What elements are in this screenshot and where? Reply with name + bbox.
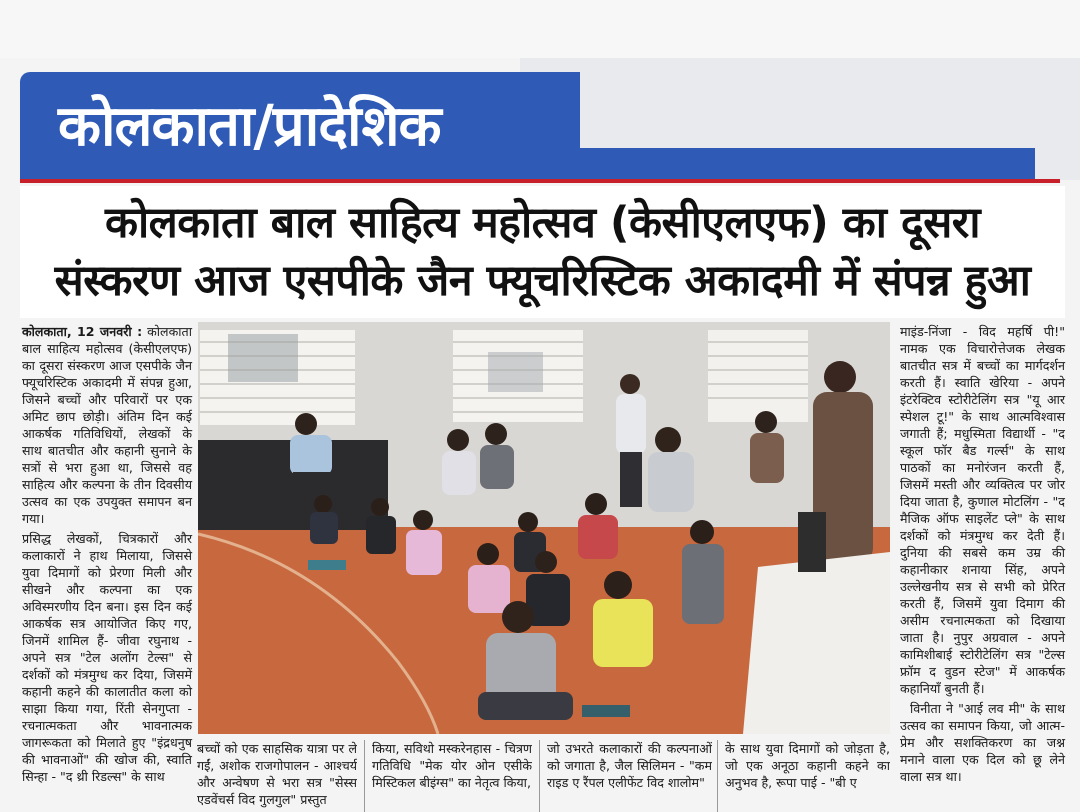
column-divider — [364, 740, 365, 812]
article-column-bottom-2 — [372, 740, 532, 812]
article-paragraph: जो उभरते कलाकारों की कल्पनाओं को जगाता है, जैल सिलिमन - "कम राइड ए रैंपल एलीफेंट विद शालोम" — [547, 741, 712, 790]
article-paragraph: किया, सविथो मस्करेनहास - चित्रण गतिविधि "मेक योर ओन एसीके मिस्टिकल बीइंग्स" का नेतृत्व किया, — [372, 741, 532, 790]
article-column-bottom-3 — [547, 740, 712, 812]
article-paragraph: के साथ युवा दिमागों को जोड़ता है, जो एक अनूठा कहानी कहने का अनुभव है, रूपा पाई - "बी ए — [725, 741, 890, 790]
article-paragraph: कोलकाता बाल साहित्य महोत्सव (केसीएलएफ) का दूसरा संस्करण आज एसपीके जैन फ्यूचरिस्टिक अकादमी में संपन्न हुआ, जिसने बच्चों और परिवारों पर एक अमिट छाप छोड़ी। अंतिम दिन कई आकर्षक गतिविधियों, लेखकों के साथ बातचीत और कहानी सुनाने के सत्रों से भरा हुआ था, जिससे वह साहित्य और कल्पना के तीन दिवसीय उत्सव का एक उपयुक्त समापन बन गया। — [22, 324, 192, 526]
article-column-bottom-4 — [725, 740, 890, 812]
article-paragraph: प्रसिद्ध लेखकों, चित्रकारों और कलाकारों ने हाथ मिलाया, जिससे युवा दिमागों को प्रेरणा मिली और सीखने और कल्पना का एक अविस्मरणीय दिन बना। इस दिन कई आकर्षक सत्र आयोजित किए गए, जिनमें शामिल हैं- जीवा रघुनाथ - अपने सत्र "टेल अलोंग टेल्स" से दर्शकों को मंत्रमुग्ध कर दिया, जिसमें कहानी कहने की कालातीत कला को साझा किया गया, रिंती सेनगुप्ता - रचनात्मकता और भावनात्मक जागरूकता को मिलाते हुए "इंद्रधनुष की भावनाओं" की खोज की, स्वाति सिन्हा - "द थ्री रिडल्स" के साथ — [22, 531, 192, 784]
article-column-left — [22, 323, 192, 785]
column-divider — [717, 740, 718, 812]
event-photo — [198, 322, 890, 734]
section-rule — [20, 179, 1060, 183]
article-paragraph: बच्चों को एक साहसिक यात्रा पर ले गईं, अशोक राजगोपालन - आश्चर्य और अन्वेषण से भरा सत्र "सेस्स एडवेंचर्स विद गुलगुल" प्रस्तुत — [197, 741, 357, 807]
article-column-bottom-1 — [197, 740, 357, 812]
headline-line-1: कोलकाता बाल साहित्य महोत्सव (केसीएलएफ) का दूसरा — [104, 198, 981, 248]
article-paragraph: माइंड-निंजा - विद महर्षि पी!" नामक एक विचारोत्तेजक लेखक बातचीत सत्र में बच्चों का मार्गदर्शन करती हैं। स्वाति खेरिया - अपने इंटरेक्टिव स्टोरीटेलिंग सत्र "यू आर स्पेशल टू!" के साथ आत्मविश्वास जगाती हैं; मधुस्मिता विद्यार्थी - "द स्कूल फॉर बैड गर्ल्स" के साथ पाठकों का मनोरंजन करती हैं, जिसमें मस्ती और व्यक्तित्व पर जोर दिया जाता है, कुणाल मोटलिंग - "द मैजिक ऑफ साइलेंट प्ले" के साथ दर्शकों को मंत्रमुग्ध कर देती हैं। दुनिया की सबसे कम उम्र की कहानीकार शनाया सिंह, अपने उल्लेखनीय सत्र से सभी को प्रेरित करती हैं, जिसमें युवा दिमाग की असीम रचनात्मकता को दिखाया जाता है। नुपुर अग्रवाल - अपने कामिशीबाई स्टोरीटेलिंग सत्र "टेल्स फ्रॉम द वुडन स्टेज" में आकर्षक कहानियाँ बुनती हैं। — [900, 324, 1065, 696]
banner-band — [520, 148, 1035, 180]
article-paragraph: विनीता ने "आई लव मी" के साथ उत्सव का समापन किया, जो आत्म-प्रेम और सशक्तिकरण का जश्न मनाने वाला एक दिल को छू लेने वाला सत्र था। — [900, 701, 1065, 784]
column-divider — [539, 740, 540, 812]
headline-line-2: संस्करण आज एसपीके जैन फ्यूचरिस्टिक अकादमी में संपन्न हुआ — [54, 256, 1031, 306]
section-label: कोलकाता/प्रादेशिक — [20, 72, 580, 180]
article-column-right — [900, 323, 1065, 785]
article-headline — [20, 186, 1065, 318]
dateline: कोलकाता, 12 जनवरी : — [22, 324, 143, 339]
page-top-margin — [0, 0, 1080, 58]
